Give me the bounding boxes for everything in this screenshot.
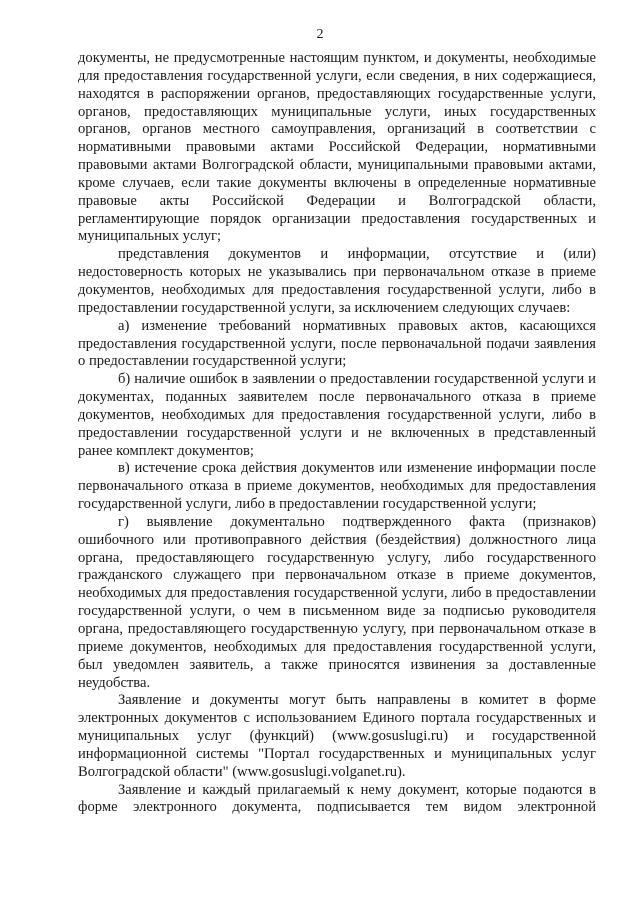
paragraph-electronic-submission: Заявление и документы могут быть направлены в комитет в форме электронных документов с использованием Единого портала государственных и муниципальных услуг (функций) (www.gosuslugi.ru) и государственной информационной системы "Портал государственных и муниципальных услуг Волгоградской области" (www.gosuslugi.volganet.ru). — [78, 692, 596, 780]
paragraph-case-a: а) изменение требований нормативных правовых актов, касающихся предоставления государственной услуги, после первоначальной подачи заявления о предоставлении государственной услуги; — [78, 317, 596, 370]
paragraph-documents-not-required: документы, не предусмотренные настоящим пунктом, и документы, необходимые для предоставления государственной услуги, если сведения, в них содержащиеся, находятся в распоряжении органов, предоставляющих государственные услуги, органов, предоставляющих муниципальные услуги, иных государственных органов, органов местного самоуправления, организаций в соответствии с нормативными правовыми актами Российской Федерации, нормативными правовыми актами Волгоградской области, муниципальными правовыми актами, кроме случаев, если такие документы включены в определенные нормативные правовые акты Российской Федерации и Волгоградской области, регламентирующие порядок организации предоставления государственных и муниципальных услуг; — [78, 50, 596, 245]
paragraph-case-b: б) наличие ошибок в заявлении о предоставлении государственной услуги и документах, поданных заявителем после первоначального отказа в приеме документов, необходимых для предоставления государственной услуги, либо в предоставлении государственной услуги и не включенных в представленный ранее комплект документов; — [78, 371, 596, 459]
paragraph-documents-absent: представления документов и информации, отсутствие и (или) недостоверность которых не указывались при первоначальном отказе в приеме документов, необходимых для предоставления государственной услуги, либо в предоставлении государственной услуги, за исключением следующих случаев: — [78, 246, 596, 316]
paragraph-case-g: г) выявление документально подтвержденного факта (признаков) ошибочного или противоправного действия (бездействия) должностного лица органа, предоставляющего государственную услугу, либо государственного гражданского служащего при первоначальном отказе в приеме документов, необходимых для предоставления государственной услуги, либо в предоставлении государственной услуги, о чем в письменном виде за подписью руководителя органа, предоставляющего государственную услугу, при первоначальном отказе в приеме документов, необходимых для предоставления государственной услуги, был уведомлен заявитель, а также приносятся извинения за доставленные неудобства. — [78, 513, 596, 691]
page-number: 2 — [316, 27, 324, 42]
paragraph-case-v: в) истечение срока действия документов или изменение информации после первоначального отказа в приеме документов, необходимых для предоставления государственной услуги, либо в предоставлении государственной услуги; — [78, 460, 596, 513]
paragraph-electronic-signature: Заявление и каждый прилагаемый к нему документ, которые подаются в форме электронного документа, подписывается тем видом электронной — [78, 781, 596, 816]
document-body — [78, 50, 596, 817]
